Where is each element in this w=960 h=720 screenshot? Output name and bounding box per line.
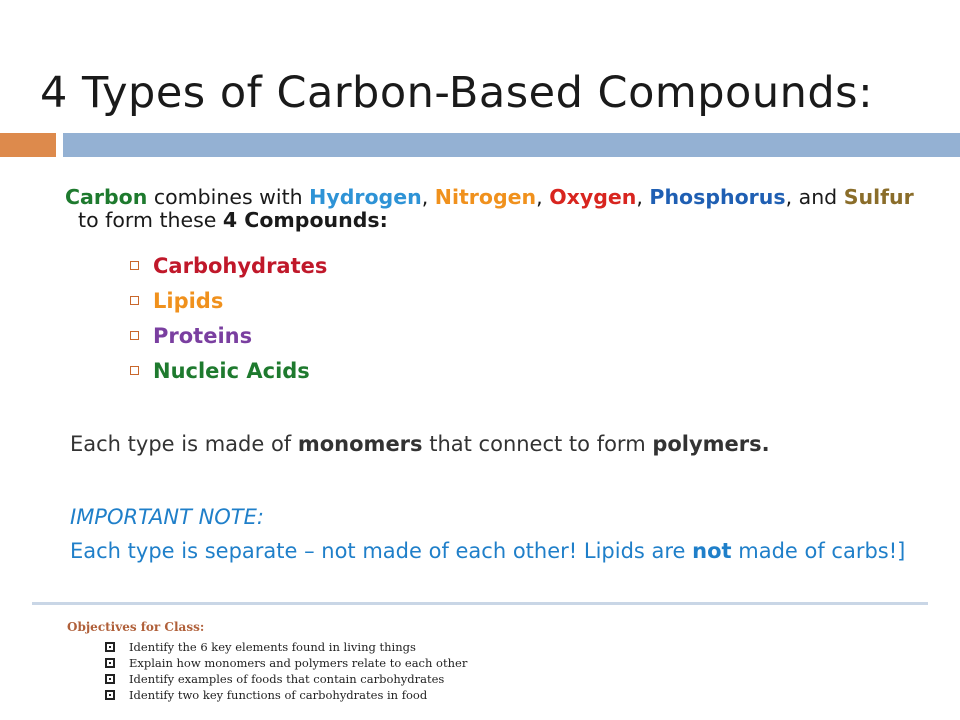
- objective-text: Identify the 6 key elements found in living things: [129, 640, 416, 654]
- element-hydrogen: Hydrogen: [309, 185, 422, 209]
- accent-bar-orange: [0, 133, 56, 157]
- objectives-list: [67, 639, 467, 703]
- compounds-count: 4 Compounds: [222, 208, 380, 232]
- intro-text: combines with: [147, 185, 310, 209]
- square-bullet-icon: [130, 261, 139, 270]
- element-carbon: Carbon: [65, 185, 148, 209]
- square-bullet-icon: [105, 642, 115, 652]
- monomer-polymer-sentence: [70, 432, 770, 456]
- square-bullet-icon: [105, 674, 115, 684]
- square-bullet-icon: [130, 331, 139, 340]
- objective-text: Identify two key functions of carbohydrates in food: [129, 688, 428, 702]
- intro-colon: :: [379, 208, 388, 232]
- intro-text: , and: [785, 185, 844, 209]
- objective-item: [105, 687, 467, 703]
- note-text: Each type is separate – not made of each other! Lipids are: [70, 539, 693, 563]
- objectives-box: [67, 620, 467, 703]
- accent-bar-blue: [63, 133, 960, 157]
- objective-item: [105, 639, 467, 655]
- compound-item: [130, 283, 327, 318]
- compound-label: Carbohydrates: [153, 253, 328, 278]
- intro-text: ,: [421, 185, 435, 209]
- compound-item: [130, 318, 327, 353]
- element-phosphorus: Phosphorus: [649, 185, 786, 209]
- compound-list: [130, 248, 327, 388]
- element-oxygen: Oxygen: [549, 185, 637, 209]
- term-polymers: polymers.: [652, 432, 770, 456]
- objective-text: Identify examples of foods that contain carbohydrates: [129, 672, 445, 686]
- square-bullet-icon: [130, 366, 139, 375]
- intro-text: to form these: [65, 208, 223, 232]
- square-bullet-icon: [105, 658, 115, 668]
- compound-label: Nucleic Acids: [153, 358, 310, 383]
- square-bullet-icon: [105, 690, 115, 700]
- intro-text: ,: [636, 185, 650, 209]
- intro-text: ,: [536, 185, 550, 209]
- intro-paragraph: [65, 186, 945, 232]
- term-monomers: monomers: [297, 432, 423, 456]
- compound-label: Proteins: [153, 323, 253, 348]
- sentence-text: that connect to form: [422, 432, 653, 456]
- square-bullet-icon: [130, 296, 139, 305]
- important-note-heading: IMPORTANT NOTE:: [70, 505, 264, 529]
- footer-divider: [32, 602, 928, 605]
- objectives-heading: Objectives for Class:: [67, 620, 205, 634]
- compound-label: Lipids: [153, 288, 224, 313]
- objective-text: Explain how monomers and polymers relate to each other: [129, 656, 468, 670]
- note-text: made of carbs!]: [731, 539, 906, 563]
- important-note-body: [70, 540, 930, 563]
- compound-item: [130, 248, 327, 283]
- slide-title: 4 Types of Carbon-Based Compounds:: [40, 68, 874, 118]
- element-sulfur: Sulfur: [843, 185, 914, 209]
- element-nitrogen: Nitrogen: [434, 185, 537, 209]
- compound-item: [130, 353, 327, 388]
- objective-item: [105, 655, 467, 671]
- objective-item: [105, 671, 467, 687]
- sentence-text: Each type is made of: [70, 432, 298, 456]
- note-emphasis: not: [692, 539, 732, 563]
